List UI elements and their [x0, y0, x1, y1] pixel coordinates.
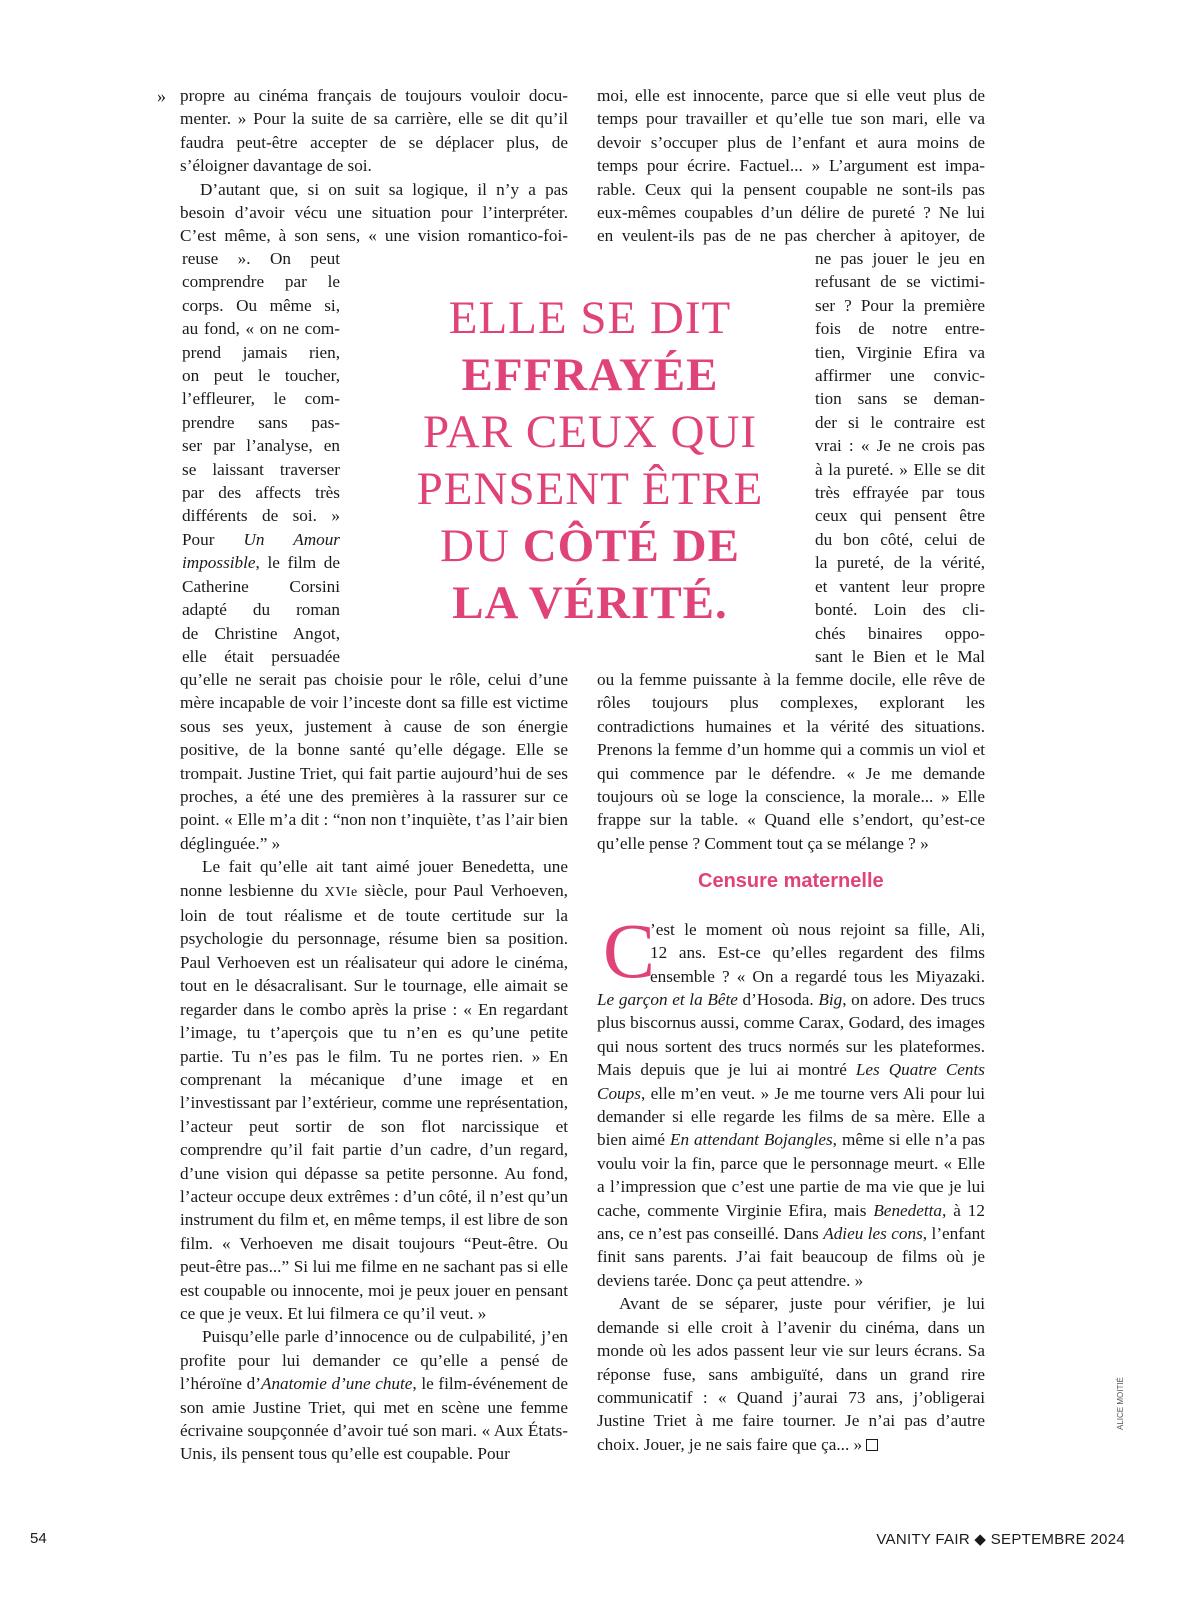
text-line: à la pureté. » Elle se dit [815, 459, 985, 479]
right-column-middle [597, 668, 985, 855]
end-mark-icon [866, 1439, 878, 1451]
text-line: s’éloigner davantage de soi. [180, 156, 372, 176]
text-line: différents de soi. » [182, 506, 340, 526]
text-line: der si le contraire est [815, 412, 985, 432]
magazine-footer: VANITY FAIR ◆ SEPTEMBRE 2024 [876, 1531, 1125, 1548]
text-line: adapté du roman [182, 600, 340, 620]
text-line: sant le Bien et le Mal [815, 646, 985, 666]
text-line: C’est même, à son sens, « une vision romantico-foi- [180, 226, 568, 246]
text-line: corps. Ou même si, [182, 295, 340, 315]
text-line: ne pas jouer le jeu en [815, 249, 985, 268]
text-line: prend jamais rien, [182, 342, 340, 362]
left-column-top [180, 84, 568, 248]
text-line: au fond, « on ne com- [182, 319, 340, 339]
text-line: elle était persuadée [182, 646, 340, 666]
text-line: Catherine Corsini [182, 576, 340, 596]
drop-cap: C [603, 907, 656, 994]
text-line: prendre sans pas- [182, 412, 340, 432]
right-dropcap-lines [650, 918, 985, 988]
pull-quote-line: ELLE SE DIT [448, 292, 732, 344]
film-title: Le garçon et la Bête [597, 990, 738, 1009]
text-line: vrai : « Je ne crois pas [815, 436, 985, 456]
film-title: Big [818, 990, 843, 1009]
text-line: l’effleurer, le com- [182, 389, 340, 409]
page-number: 54 [30, 1530, 47, 1547]
text-line: temps pour écrire. Factuel... » L’argument est impa- [597, 156, 985, 176]
pull-quote-line: PAR CEUX QUI [422, 406, 758, 458]
film-title: Anatomie d’une chute [260, 1374, 413, 1394]
text-line: chés binaires oppo- [815, 623, 985, 643]
text-line: affirmer une convic- [815, 366, 985, 386]
text-line: en veulent-ils pas de ne pas chercher à apitoyer, de [597, 226, 985, 246]
paragraph: Avant de se séparer, juste pour vérifier, je lui demande si elle croit à l’avenir du cinéma, dans un monde où les ados passent leur vie sur leurs écrans. Sa réponse fuse, sans ambiguïté, dans un grand rire communicatif : « Quand j’aurai 73 ans, j’obligerai Justine Triet à me faire tourner. Je n’ai pas d’autre choix. Jouer, je ne sais faire que ça... » [597, 1294, 985, 1454]
text-line: bonté. Loin des cli- [815, 600, 985, 620]
text-line: par des affects très [182, 483, 340, 503]
pull-quote-line: PENSENT ÊTRE [416, 463, 764, 515]
text-line: D’autant que, si on suit sa logique, il n’y a pas [200, 179, 568, 199]
text-line: besoin d’avoir vécu une situation pour l’interpréter. [180, 203, 568, 223]
pull-quote-line: LA VÉRITÉ. [452, 577, 728, 629]
film-title: Adieu les cons [823, 1224, 923, 1244]
right-wrap-text [815, 247, 985, 668]
text-line: ’est le moment où nous rejoint sa fille, Ali, [650, 920, 985, 939]
century-numeral: XVIe [324, 884, 358, 900]
text-line: se laissant traverser [182, 459, 340, 479]
pull-quote-line: DU CÔTÉ DE [440, 520, 740, 572]
text-line: de Christine Angot, [182, 623, 340, 643]
photo-credit: ALICE MOITIÉ [1116, 1377, 1125, 1430]
pull-quote-line: EFFRAYÉE [461, 349, 719, 401]
paragraph: Le fait qu’elle ait tant aimé jouer Benedetta, une nonne lesbienne du XVIe siècle, pour Paul Verhoeven, loin de tout réalisme et de toute certitude sur la psychologie du personnage, résume bien sa position. Paul Verhoeven est un réalisateur qui adore le cinéma, tout en le désacralisant. Sur le tournage, elle aimait se regarder dans le combo après la prise : « En regardant l’image, tu t’aperçois que tu n’en es qu’une petite partie. Tu n’es pas le film. Tu ne portes rien. » En comprenant la mécanique d’une image et en l’investissant par l’extérieur, comme une représentation, l’acteur peut sortir de son flot narcissique et comprendre qu’il fait partie d’un cadre, d’un regard, d’une vision qui dépasse sa petite personne. Au fond, l’acteur occupe deux extrêmes : d’un côté, il n’est qu’un instrument du film et, en même temps, il est libre de son film. « Verhoeven me disait toujours “Peut-être. Ou peut-être pas...” Si lui me filme en ne sachant pas si elle est coupable ou innocente, moi je peux jouer en pensant ce que je veux. Et lui filmera ce qu’il veut. » [180, 857, 568, 1323]
text-line: fois de notre entre- [815, 319, 985, 339]
text-line: ensemble ? « On a regardé tous les Miyazaki. [650, 966, 985, 986]
right-column-bottom [597, 988, 985, 1456]
text-line: on peut le toucher, [182, 366, 340, 386]
text-line: impossible, le film de [182, 553, 340, 573]
paragraph: Le garçon et la Bête d’Hosoda. Big, on adore. Des trucs plus biscornus aussi, comme Carax, Godard, des images qui nous sortent des trucs normés sur les plateformes. Mais depuis que je lui ai montré Les Quatre Cents Coups, elle m’en veut. » Je me tourne vers Ali pour lui demander si elle regarde les films de sa mère. Elle a bien aimé En attendant Bojangles, même si elle n’a pas voulu voir la fin, parce que le personnage meurt. « Elle a l’impression que c’est une partie de ma vie que je lui cache, commente Virginie Efira, mais Benedetta, à 12 ans, ce n’est pas conseillé. Dans Adieu les cons, l’enfant finit sans parents. J’ai fait beaucoup de films où je deviens tarée. Donc ça peut attendre. » [597, 990, 985, 1290]
text-line: reuse ». On peut [182, 249, 340, 268]
text-line: faudra peut-être accepter de se déplacer plus, de [180, 132, 568, 152]
film-title: En attendant Bojangles [669, 1130, 833, 1150]
continuation-arrow-icon: » [157, 86, 166, 106]
text-line: menter. » Pour la suite de sa carrière, elle se dit qu’il [180, 109, 568, 129]
text-line: tion sans se deman- [815, 389, 985, 409]
text-line: refusant de se victimi- [815, 272, 985, 292]
film-title: Les Quatre Cents Coups [597, 1060, 985, 1103]
text-line: temps pour travailler et qu’elle tue son mari, elle va [597, 109, 985, 129]
text-line: et vantent leur propre [815, 576, 985, 596]
text-line: moi, elle est innocente, parce que si elle veut plus de [597, 86, 985, 105]
section-subhead: Censure maternelle [698, 870, 884, 892]
text-line: comprendre par le [182, 272, 340, 292]
text-line: très effrayée par tous [815, 483, 985, 503]
text-line: tien, Virginie Efira va [815, 342, 985, 362]
text-line: du bon côté, celui de [815, 529, 985, 549]
paragraph: qu’elle ne serait pas choisie pour le rôle, celui d’une mère incapable de voir l’inceste dont sa fille est victime sous ses yeux, justement à cause de son énergie positive, de la bonne santé qu’elle dégage. Elle se trompait. Justine Triet, qui fait partie aujourd’hui de ses proches, a été une des premières à la rassurer sur ce point. « Elle m’a dit : “non non t’inquiète, t’as l’air bien déglinguée.” » [180, 670, 568, 853]
text-line: ceux qui pensent être [815, 506, 985, 526]
text-line: rable. Ceux qui la pensent coupable ne sont-ils pas [597, 179, 985, 199]
text-line: Pour Un Amour [182, 529, 340, 549]
text-line: la pureté, de la vérité, [815, 553, 985, 573]
text-line: 12 ans. Est-ce qu’elles regardent des films [650, 943, 985, 963]
text-line: propre au cinéma français de toujours vouloir docu- [180, 86, 568, 105]
left-column-bottom [180, 668, 568, 1466]
text-line: ser par l’analyse, en [182, 436, 340, 456]
left-wrap-text [182, 247, 340, 668]
pull-quote [380, 290, 800, 632]
text-line: devoir s’occuper plus de l’enfant et aura moins de [597, 132, 985, 152]
paragraph: Puisqu’elle parle d’innocence ou de culpabilité, j’en profite pour lui demander ce qu’elle a pensé de l’héroïne d’Anatomie d’une chute, le film-événement de son amie Justine Triet, qui met en scène une femme écrivaine soupçonnée d’avoir tué son mari. « Aux États-Unis, ils pensent tous qu’elle est coupable. Pour [180, 1327, 568, 1464]
paragraph: ou la femme puissante à la femme docile, elle rêve de rôles toujours plus complexes, explorant les contradictions humaines et la vérité des situations. Prenons la femme d’un homme qui a commis un viol et qui commence par le défendre. « Je me demande toujours où se loge la conscience, la morale... » Elle frappe sur la table. « Quand elle s’endort, qu’est-ce qu’elle pense ? Comment tout ça se mélange ? » [597, 670, 985, 853]
right-column-top [597, 84, 985, 248]
text-line: ser ? Pour la première [815, 295, 985, 315]
film-title: Benedetta [873, 1200, 943, 1220]
text-line: eux-mêmes coupables d’un délire de pureté ? Ne lui [597, 203, 985, 223]
